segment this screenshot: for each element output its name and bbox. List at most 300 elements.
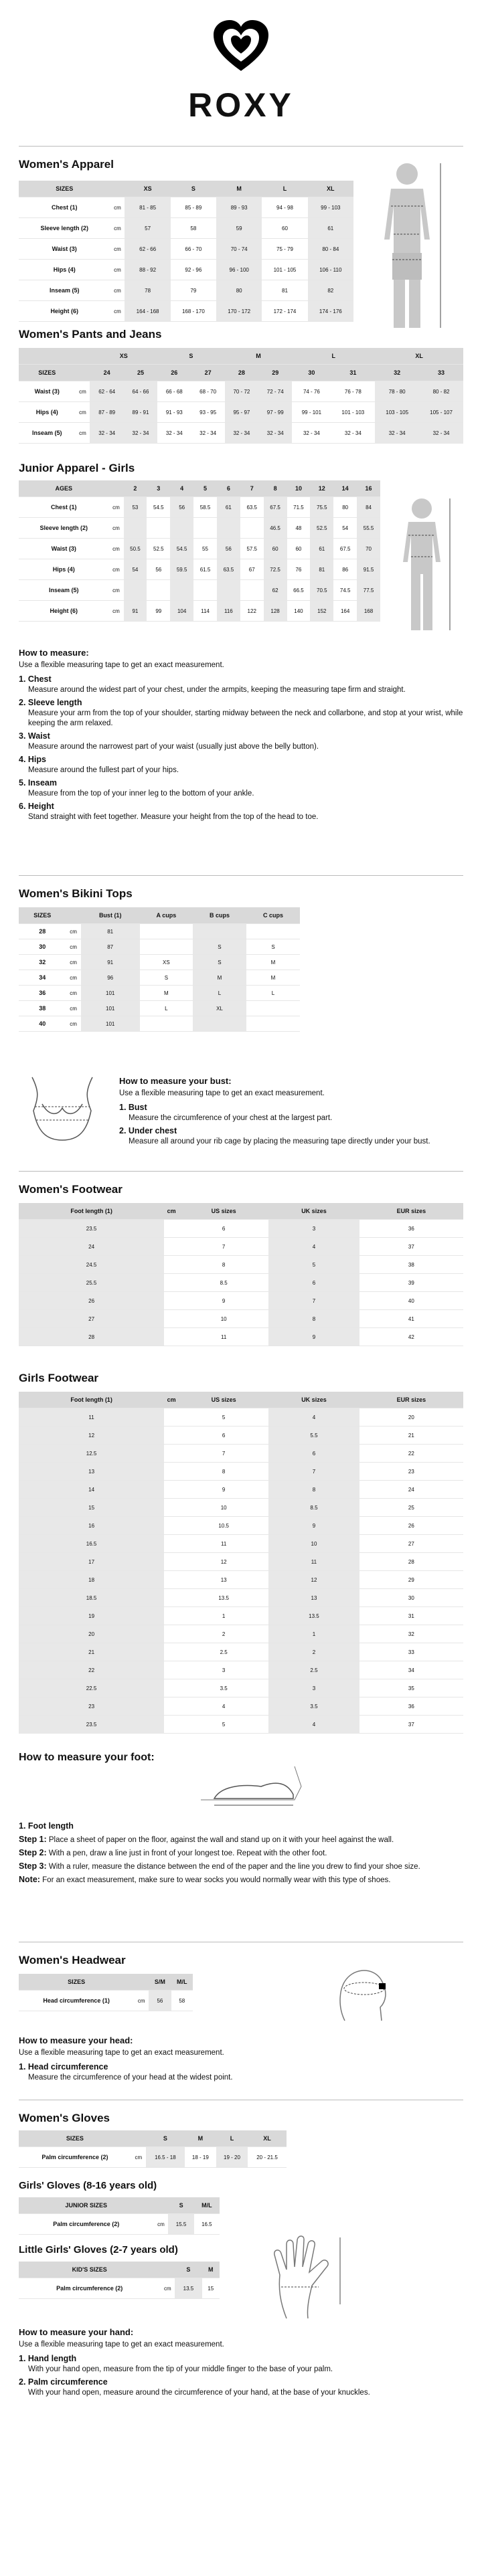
table-cell: 11 bbox=[179, 1535, 268, 1553]
header-cell: Foot length (1) bbox=[19, 1203, 164, 1220]
table-row bbox=[19, 986, 300, 1001]
girls-gloves-section bbox=[19, 2180, 463, 2191]
table-cell: 58.5 bbox=[193, 497, 217, 518]
table-row bbox=[19, 518, 380, 539]
table-cell: 37 bbox=[359, 1716, 463, 1734]
table-cell: 13.5 bbox=[179, 1589, 268, 1607]
table-cell: 27 bbox=[359, 1535, 463, 1553]
table-cell bbox=[19, 348, 75, 365]
table-cell: 10 bbox=[179, 1499, 268, 1517]
table-header-row bbox=[19, 181, 353, 197]
gloves-section bbox=[19, 2112, 463, 2125]
table-cell: 89 - 91 bbox=[124, 402, 157, 423]
table-cell: 104 bbox=[170, 601, 193, 622]
header-cell: JUNIOR SIZES bbox=[19, 2197, 153, 2214]
table-row bbox=[19, 1991, 193, 2011]
table-cell: 42 bbox=[359, 1328, 463, 1346]
table-cell bbox=[246, 1016, 300, 1032]
howto-item-title bbox=[119, 1126, 454, 1137]
table-cell: 1 bbox=[179, 1607, 268, 1625]
table-cell: 2 bbox=[179, 1625, 268, 1643]
table-row bbox=[19, 1625, 463, 1643]
howto-item-title bbox=[19, 755, 463, 765]
table-row bbox=[19, 239, 353, 260]
table-cell: 76 bbox=[287, 559, 311, 580]
header-cell: 3 bbox=[147, 480, 170, 497]
step-label: Step 1: bbox=[19, 1835, 47, 1844]
table-cell bbox=[193, 518, 217, 539]
table-cell: 20 bbox=[359, 1408, 463, 1427]
header-cell: XL bbox=[308, 181, 353, 197]
row-label: Height (6) bbox=[19, 301, 110, 322]
row-label: Chest (1) bbox=[19, 197, 110, 218]
header-cell: SIZES bbox=[19, 2130, 131, 2147]
table-cell bbox=[140, 1016, 193, 1032]
header-cell: M/L bbox=[194, 2197, 220, 2214]
howto-item-title bbox=[19, 778, 463, 789]
table-cell: 71.5 bbox=[287, 497, 311, 518]
howto-item-text: Measure around the narrowest part of your waist (usually just above the belly button). bbox=[28, 743, 319, 751]
womens-footwear-section bbox=[19, 1183, 463, 1196]
table-row bbox=[19, 1001, 300, 1016]
table-cell bbox=[164, 1535, 179, 1553]
table-cell: 80 - 82 bbox=[419, 381, 463, 402]
table-cell: 4 bbox=[179, 1697, 268, 1716]
table-cell bbox=[164, 1481, 179, 1499]
table-cell: 8.5 bbox=[179, 1274, 268, 1292]
note-label: Note: bbox=[19, 1875, 40, 1884]
unit-cell: cm bbox=[110, 260, 125, 280]
howto-intro: Use a flexible measuring tape to get an exact measurement. bbox=[19, 2049, 224, 2057]
table-cell bbox=[164, 1643, 179, 1661]
section-title: Women's Footwear bbox=[19, 1183, 123, 1196]
table-cell: 68 - 70 bbox=[191, 381, 224, 402]
row-label: Waist (3) bbox=[19, 539, 109, 559]
row-label: Inseam (5) bbox=[19, 423, 75, 444]
table-cell bbox=[164, 1445, 179, 1463]
table-cell: 91.5 bbox=[357, 559, 380, 580]
table-cell: 22.5 bbox=[19, 1679, 164, 1697]
table-cell: 7 bbox=[179, 1445, 268, 1463]
table-cell: 105 - 107 bbox=[419, 402, 463, 423]
table-cell: 101 bbox=[81, 1016, 140, 1032]
header-cell: SIZES bbox=[19, 365, 75, 381]
divider bbox=[19, 146, 463, 147]
table-cell: 9 bbox=[179, 1481, 268, 1499]
row-label: Palm circumference (2) bbox=[19, 2147, 131, 2168]
table-cell bbox=[147, 518, 170, 539]
header-cell: S bbox=[146, 2130, 185, 2147]
header-cell: 30 bbox=[292, 365, 331, 381]
table-cell bbox=[140, 924, 193, 939]
table-cell: 66 - 68 bbox=[157, 381, 191, 402]
header-cell: 16 bbox=[357, 480, 380, 497]
table-cell: 6 bbox=[268, 1445, 359, 1463]
howto-title: How to measure your foot: bbox=[19, 1752, 155, 1763]
table-cell: 89 - 93 bbox=[216, 197, 262, 218]
table-cell: 10 bbox=[179, 1310, 268, 1328]
table-cell: 6 bbox=[179, 1427, 268, 1445]
table-cell: M bbox=[246, 955, 300, 970]
table-cell: 13.5 bbox=[175, 2278, 202, 2299]
table-cell: 64 - 66 bbox=[124, 381, 157, 402]
table-cell bbox=[193, 1016, 246, 1032]
table-cell: 38 bbox=[359, 1256, 463, 1274]
brand-name: ROXY bbox=[188, 86, 294, 124]
table-cell: 62 bbox=[264, 580, 287, 601]
table-header-row bbox=[19, 348, 463, 365]
table-row bbox=[19, 1697, 463, 1716]
table-cell: cm bbox=[66, 986, 81, 1001]
headwear-table bbox=[19, 1974, 193, 2011]
table-cell: 9 bbox=[268, 1328, 359, 1346]
table-cell: 59.5 bbox=[170, 559, 193, 580]
table-header-row bbox=[19, 2130, 287, 2147]
table-cell: 72.5 bbox=[264, 559, 287, 580]
table-cell bbox=[124, 580, 147, 601]
foot-figure-icon bbox=[194, 1760, 308, 1813]
bikini-table bbox=[19, 907, 300, 1032]
table-cell bbox=[193, 580, 217, 601]
header-cell: 29 bbox=[258, 365, 292, 381]
table-cell: 12 bbox=[179, 1553, 268, 1571]
section-title: Women's Headwear bbox=[19, 1954, 126, 1966]
howto-item-label: 2. Under chest bbox=[119, 1126, 177, 1135]
table-cell: 4 bbox=[268, 1716, 359, 1734]
table-cell: cm bbox=[66, 939, 81, 955]
table-row bbox=[19, 381, 463, 402]
table-cell: 16.5 bbox=[19, 1535, 164, 1553]
table-cell: 22 bbox=[19, 1661, 164, 1679]
header-cell: SIZES bbox=[19, 181, 110, 197]
header-cell: 25 bbox=[124, 365, 157, 381]
table-cell: 23.5 bbox=[19, 1220, 164, 1238]
table-cell bbox=[170, 580, 193, 601]
header-cell: AGES bbox=[19, 480, 109, 497]
table-cell: 3 bbox=[179, 1661, 268, 1679]
table-row bbox=[19, 1310, 463, 1328]
step-text: Place a sheet of paper on the floor, against the wall and stand up on it with your heel against the wall. bbox=[46, 1836, 394, 1844]
table-cell: 37 bbox=[359, 1238, 463, 1256]
table-cell: 8 bbox=[179, 1256, 268, 1274]
table-cell: 56 bbox=[147, 559, 170, 580]
row-label: Height (6) bbox=[19, 601, 109, 622]
table-cell: 101 - 105 bbox=[262, 260, 307, 280]
unit-cell: cm bbox=[110, 280, 125, 301]
howto-item-title bbox=[19, 2377, 463, 2388]
row-label: Inseam (5) bbox=[19, 280, 110, 301]
table-cell: 12.5 bbox=[19, 1445, 164, 1463]
unit-cell: cm bbox=[109, 518, 124, 539]
table-cell bbox=[164, 1571, 179, 1589]
howto-item-title bbox=[19, 2354, 463, 2365]
table-cell bbox=[164, 1292, 179, 1310]
section-title: Women's Bikini Tops bbox=[19, 887, 133, 900]
table-cell: 76 - 78 bbox=[331, 381, 375, 402]
header-cell: C cups bbox=[246, 907, 300, 924]
table-cell: 32 - 34 bbox=[225, 423, 258, 444]
table-cell: 85 - 89 bbox=[171, 197, 216, 218]
table-header-row bbox=[19, 907, 300, 924]
table-cell: 70 - 72 bbox=[225, 381, 258, 402]
table-cell: 74 - 76 bbox=[292, 381, 331, 402]
girls-footwear-table bbox=[19, 1392, 463, 1734]
table-cell: 70 - 74 bbox=[216, 239, 262, 260]
table-row bbox=[19, 197, 353, 218]
table-cell: 58 bbox=[171, 218, 216, 239]
table-cell: 116 bbox=[217, 601, 240, 622]
girls-footwear-section bbox=[19, 1372, 463, 1385]
table-header-row bbox=[19, 365, 463, 381]
table-cell: 23 bbox=[19, 1697, 164, 1716]
header-cell: S bbox=[157, 348, 225, 365]
table-cell: 60 bbox=[287, 539, 311, 559]
little-gloves-section bbox=[19, 2244, 463, 2256]
table-cell: 99 - 101 bbox=[292, 402, 331, 423]
table-cell: 99 - 103 bbox=[308, 197, 353, 218]
table-cell: 4 bbox=[268, 1238, 359, 1256]
table-cell: 26 bbox=[19, 1292, 164, 1310]
howto-item-text: Measure around the fullest part of your hips. bbox=[28, 766, 179, 774]
table-cell: 36 bbox=[19, 986, 66, 1001]
table-row bbox=[19, 1716, 463, 1734]
table-cell: 164 - 168 bbox=[125, 301, 170, 322]
table-cell: 60 bbox=[262, 218, 307, 239]
header-cell: Bust (1) bbox=[81, 907, 140, 924]
table-row bbox=[19, 1679, 463, 1697]
table-cell: 13 bbox=[179, 1571, 268, 1589]
table-row bbox=[19, 939, 300, 955]
table-cell bbox=[217, 518, 240, 539]
howto-item-label: 1. Hand length bbox=[19, 2354, 77, 2363]
table-row bbox=[19, 1517, 463, 1535]
table-cell bbox=[164, 1679, 179, 1697]
table-cell: 172 - 174 bbox=[262, 301, 307, 322]
header-cell: M bbox=[202, 2262, 220, 2278]
table-row bbox=[19, 2147, 287, 2168]
table-cell: 101 bbox=[81, 1001, 140, 1016]
howto-item-title bbox=[19, 698, 463, 709]
table-cell: 40 bbox=[19, 1016, 66, 1032]
howto-item-label: 6. Height bbox=[19, 802, 54, 811]
table-cell bbox=[164, 1408, 179, 1427]
table-cell: 4 bbox=[268, 1408, 359, 1427]
table-cell: 38 bbox=[19, 1001, 66, 1016]
junior-girls-table bbox=[19, 480, 380, 622]
table-cell: 15.5 bbox=[168, 2214, 193, 2235]
row-label: Waist (3) bbox=[19, 239, 110, 260]
table-cell: 62 - 64 bbox=[90, 381, 123, 402]
table-cell: 170 - 172 bbox=[216, 301, 262, 322]
table-cell: 84 bbox=[357, 497, 380, 518]
table-cell: 67 bbox=[240, 559, 264, 580]
table-row bbox=[19, 1292, 463, 1310]
table-cell: XL bbox=[193, 1001, 246, 1016]
table-cell bbox=[164, 1463, 179, 1481]
table-cell: 19 - 20 bbox=[216, 2147, 248, 2168]
row-label: Sleeve length (2) bbox=[19, 518, 109, 539]
table-cell: 15 bbox=[202, 2278, 220, 2299]
table-cell: 103 - 105 bbox=[375, 402, 419, 423]
table-cell bbox=[164, 1427, 179, 1445]
unit-cell: cm bbox=[153, 2214, 168, 2235]
header-cell: XS bbox=[90, 348, 157, 365]
header-cell: 12 bbox=[310, 480, 333, 497]
header-cell: US sizes bbox=[179, 1203, 268, 1220]
table-cell: 39 bbox=[359, 1274, 463, 1292]
table-cell: 61 bbox=[217, 497, 240, 518]
row-label: Inseam (5) bbox=[19, 580, 109, 601]
table-cell bbox=[240, 580, 264, 601]
section-title: Women's Gloves bbox=[19, 2112, 110, 2124]
table-header-row bbox=[19, 2197, 220, 2214]
little-gloves-table bbox=[19, 2262, 220, 2299]
table-cell: 46.5 bbox=[264, 518, 287, 539]
header-cell: UK sizes bbox=[268, 1392, 359, 1408]
table-row bbox=[19, 218, 353, 239]
table-cell: 56 bbox=[170, 497, 193, 518]
table-cell: 11 bbox=[179, 1328, 268, 1346]
table-cell: 92 - 96 bbox=[171, 260, 216, 280]
table-cell: 66.5 bbox=[287, 580, 311, 601]
header-cell: XL bbox=[248, 2130, 287, 2147]
bust-figure-icon bbox=[19, 1071, 106, 1144]
table-cell: 31 bbox=[359, 1607, 463, 1625]
header-cell: 27 bbox=[191, 365, 224, 381]
table-row bbox=[19, 1256, 463, 1274]
howto-item-text: Measure around the widest part of your chest, under the armpits, keeping the measuring tape firm and straight. bbox=[28, 686, 406, 694]
howto-item-text: Measure your arm from the top of your shoulder, starting midway between the neck and collarbone, and stop at your wrist, while keeping the arm relaxed. bbox=[28, 709, 463, 727]
gloves-table bbox=[19, 2130, 287, 2168]
header-cell: SIZES bbox=[19, 907, 66, 924]
table-cell: cm bbox=[66, 1016, 81, 1032]
howto-item-label: 2. Sleeve length bbox=[19, 698, 82, 707]
header-cell: 4 bbox=[170, 480, 193, 497]
table-cell: 2 bbox=[268, 1643, 359, 1661]
table-cell: 106 - 110 bbox=[308, 260, 353, 280]
row-label: Hips (4) bbox=[19, 260, 110, 280]
howto-item-title bbox=[19, 802, 463, 812]
table-cell: cm bbox=[66, 1001, 81, 1016]
table-cell bbox=[134, 1974, 149, 1991]
womens-footwear-table bbox=[19, 1203, 463, 1346]
woman-body-figure-icon bbox=[367, 159, 447, 333]
table-cell: 55 bbox=[193, 539, 217, 559]
table-cell: 29 bbox=[359, 1571, 463, 1589]
table-cell: 54.5 bbox=[170, 539, 193, 559]
howto-title: How to measure: bbox=[19, 648, 89, 658]
howto-item-text: With your hand open, measure around the circumference of your hand, at the base of your knuckles. bbox=[28, 2389, 370, 2397]
row-label: Sleeve length (2) bbox=[19, 218, 110, 239]
table-cell: 174 - 176 bbox=[308, 301, 353, 322]
table-row bbox=[19, 1238, 463, 1256]
header-cell: S/M bbox=[149, 1974, 171, 1991]
table-cell: 36 bbox=[359, 1220, 463, 1238]
table-cell: 80 bbox=[216, 280, 262, 301]
table-cell bbox=[164, 1517, 179, 1535]
table-cell bbox=[217, 580, 240, 601]
table-cell: 52.5 bbox=[310, 518, 333, 539]
table-cell: 70 bbox=[357, 539, 380, 559]
girl-body-figure-icon bbox=[388, 495, 455, 636]
table-row bbox=[19, 2214, 220, 2235]
table-cell: 91 bbox=[81, 955, 140, 970]
howto-intro: Use a flexible measuring tape to get an exact measurement. bbox=[119, 1089, 325, 1097]
table-cell: 128 bbox=[264, 601, 287, 622]
table-cell: 3.5 bbox=[179, 1679, 268, 1697]
table-cell: 28 bbox=[359, 1553, 463, 1571]
header-cell: Foot length (1) bbox=[19, 1392, 164, 1408]
row-label: Palm circumference (2) bbox=[19, 2278, 160, 2299]
table-row bbox=[19, 402, 463, 423]
header-cell: KID'S SIZES bbox=[19, 2262, 160, 2278]
table-cell: 30 bbox=[359, 1589, 463, 1607]
table-cell: 48 bbox=[287, 518, 311, 539]
table-cell: 16 bbox=[19, 1517, 164, 1535]
table-cell: S bbox=[193, 939, 246, 955]
table-cell: M bbox=[193, 970, 246, 986]
foot-length-title: 1. Foot length bbox=[19, 1821, 74, 1831]
table-cell bbox=[110, 181, 125, 197]
table-cell bbox=[66, 907, 81, 924]
unit-cell: cm bbox=[109, 559, 124, 580]
table-cell: 87 - 89 bbox=[90, 402, 123, 423]
table-cell: 114 bbox=[193, 601, 217, 622]
table-cell bbox=[109, 480, 124, 497]
row-label: Head circumference (1) bbox=[19, 1991, 134, 2011]
table-cell: 10.5 bbox=[179, 1517, 268, 1535]
table-cell: L bbox=[140, 1001, 193, 1016]
table-cell: 32 - 34 bbox=[124, 423, 157, 444]
howto-bust bbox=[119, 1076, 454, 1149]
womens-pants-section bbox=[19, 328, 463, 341]
table-cell: 67.5 bbox=[333, 539, 357, 559]
table-cell: 32 - 34 bbox=[90, 423, 123, 444]
table-cell: 96 - 100 bbox=[216, 260, 262, 280]
table-row bbox=[19, 1016, 300, 1032]
table-cell: 3 bbox=[268, 1220, 359, 1238]
table-cell: L bbox=[246, 986, 300, 1001]
table-row bbox=[19, 2278, 220, 2299]
step-label: Step 2: bbox=[19, 1848, 47, 1857]
roxy-logo bbox=[0, 0, 482, 141]
table-cell: M bbox=[140, 986, 193, 1001]
table-row bbox=[19, 1274, 463, 1292]
table-cell: 87 bbox=[81, 939, 140, 955]
row-label: Hips (4) bbox=[19, 559, 109, 580]
table-cell bbox=[140, 939, 193, 955]
table-cell: 67.5 bbox=[264, 497, 287, 518]
table-row bbox=[19, 601, 380, 622]
howto-note bbox=[19, 1875, 463, 1885]
row-label: Palm circumference (2) bbox=[19, 2214, 153, 2235]
hand-figure-icon bbox=[260, 2235, 353, 2322]
table-cell: 3.5 bbox=[268, 1697, 359, 1716]
section-title: Girls' Gloves (8-16 years old) bbox=[19, 2180, 157, 2191]
header-cell: SIZES bbox=[19, 1974, 134, 1991]
table-cell: 8 bbox=[268, 1310, 359, 1328]
womens-pants-table bbox=[19, 348, 463, 444]
header-cell: EUR sizes bbox=[359, 1392, 463, 1408]
table-row bbox=[19, 1481, 463, 1499]
table-header-row bbox=[19, 480, 380, 497]
table-cell: 70.5 bbox=[310, 580, 333, 601]
howto-title: How to measure your hand: bbox=[19, 2327, 134, 2337]
table-cell bbox=[160, 2262, 175, 2278]
header-cell: S bbox=[171, 181, 216, 197]
section-title: Women's Pants and Jeans bbox=[19, 328, 162, 341]
table-cell bbox=[193, 924, 246, 939]
